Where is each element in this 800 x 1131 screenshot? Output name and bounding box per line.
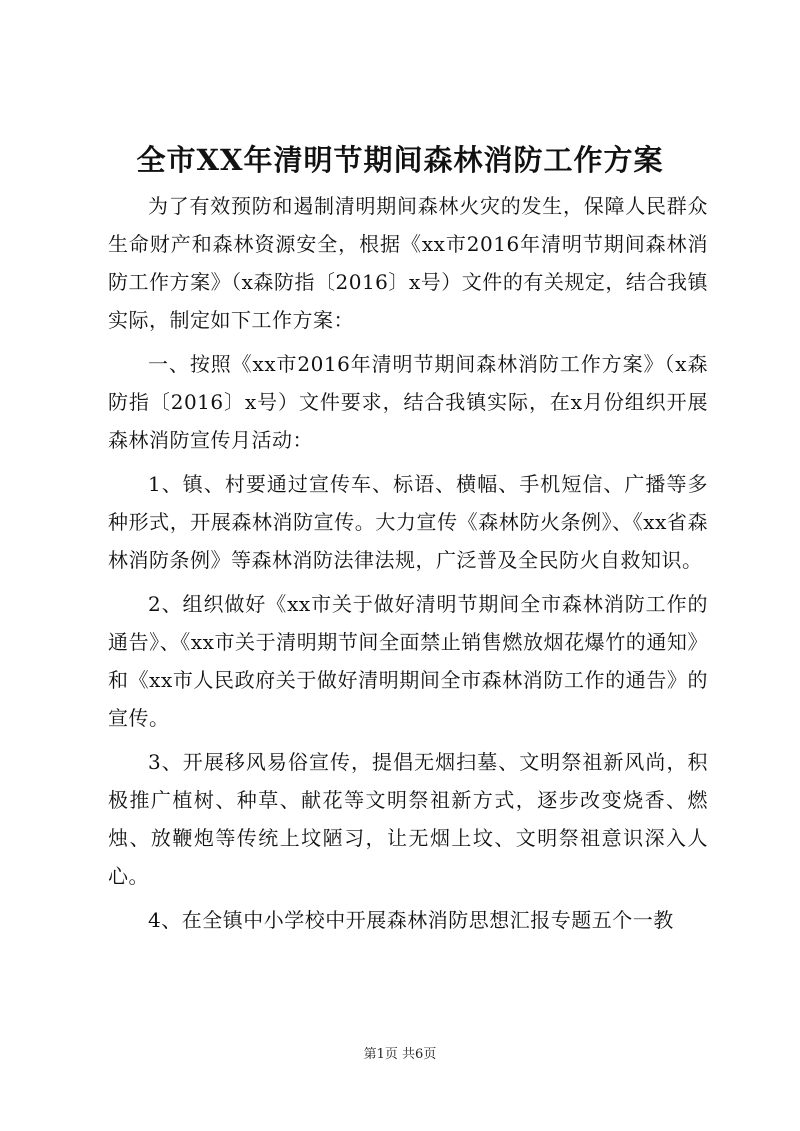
paragraph-item-2: 2、组织做好《xx市关于做好清明节期间全市森林消防工作的通告》、《xx市关于清明期节间全面禁止销售燃放烟花爆竹的通知》和《xx市人民政府关于做好清明期间全市森林消防工作的通告》的宣传。 [108, 592, 708, 730]
document-title: 全市XX年清明节期间森林消防工作方案 [136, 143, 664, 177]
paragraph-item-4: 4、在全镇中小学校中开展森林消防思想汇报专题五个一教 [148, 908, 674, 932]
page-number-footer: 第1页 共6页 [363, 1047, 437, 1062]
document-body [108, 187, 708, 939]
paragraph-section-1: 一、按照《xx市2016年清明节期间森林消防工作方案》（x森防指〔2016〕x号）文件要求，结合我镇实际，在x月份组织开展森林消防宣传月活动： [108, 352, 708, 452]
paragraph-intro: 为了有效预防和遏制清明期间森林火灾的发生，保障人民群众生命财产和森林资源安全，根据《xx市2016年清明节期间森林消防工作方案》（x森防指〔2016〕x号）文件的有关规定，结合我镇实际，制定如下工作方案： [108, 194, 708, 332]
paragraph-item-1: 1、镇、村要通过宣传车、标语、横幅、手机短信、广播等多种形式，开展森林消防宣传。大力宣传《森林防火条例》、《xx省森林消防条例》等森林消防法律法规，广泛普及全民防火自救知识。 [108, 472, 708, 572]
paragraph-item-3: 3、开展移风易俗宣传，提倡无烟扫墓、文明祭祖新风尚，积极推广植树、种草、献花等文明祭祖新方式，逐步改变烧香、燃烛、放鞭炮等传统上坟陋习，让无烟上坟、文明祭祖意识深入人心。 [108, 750, 708, 888]
